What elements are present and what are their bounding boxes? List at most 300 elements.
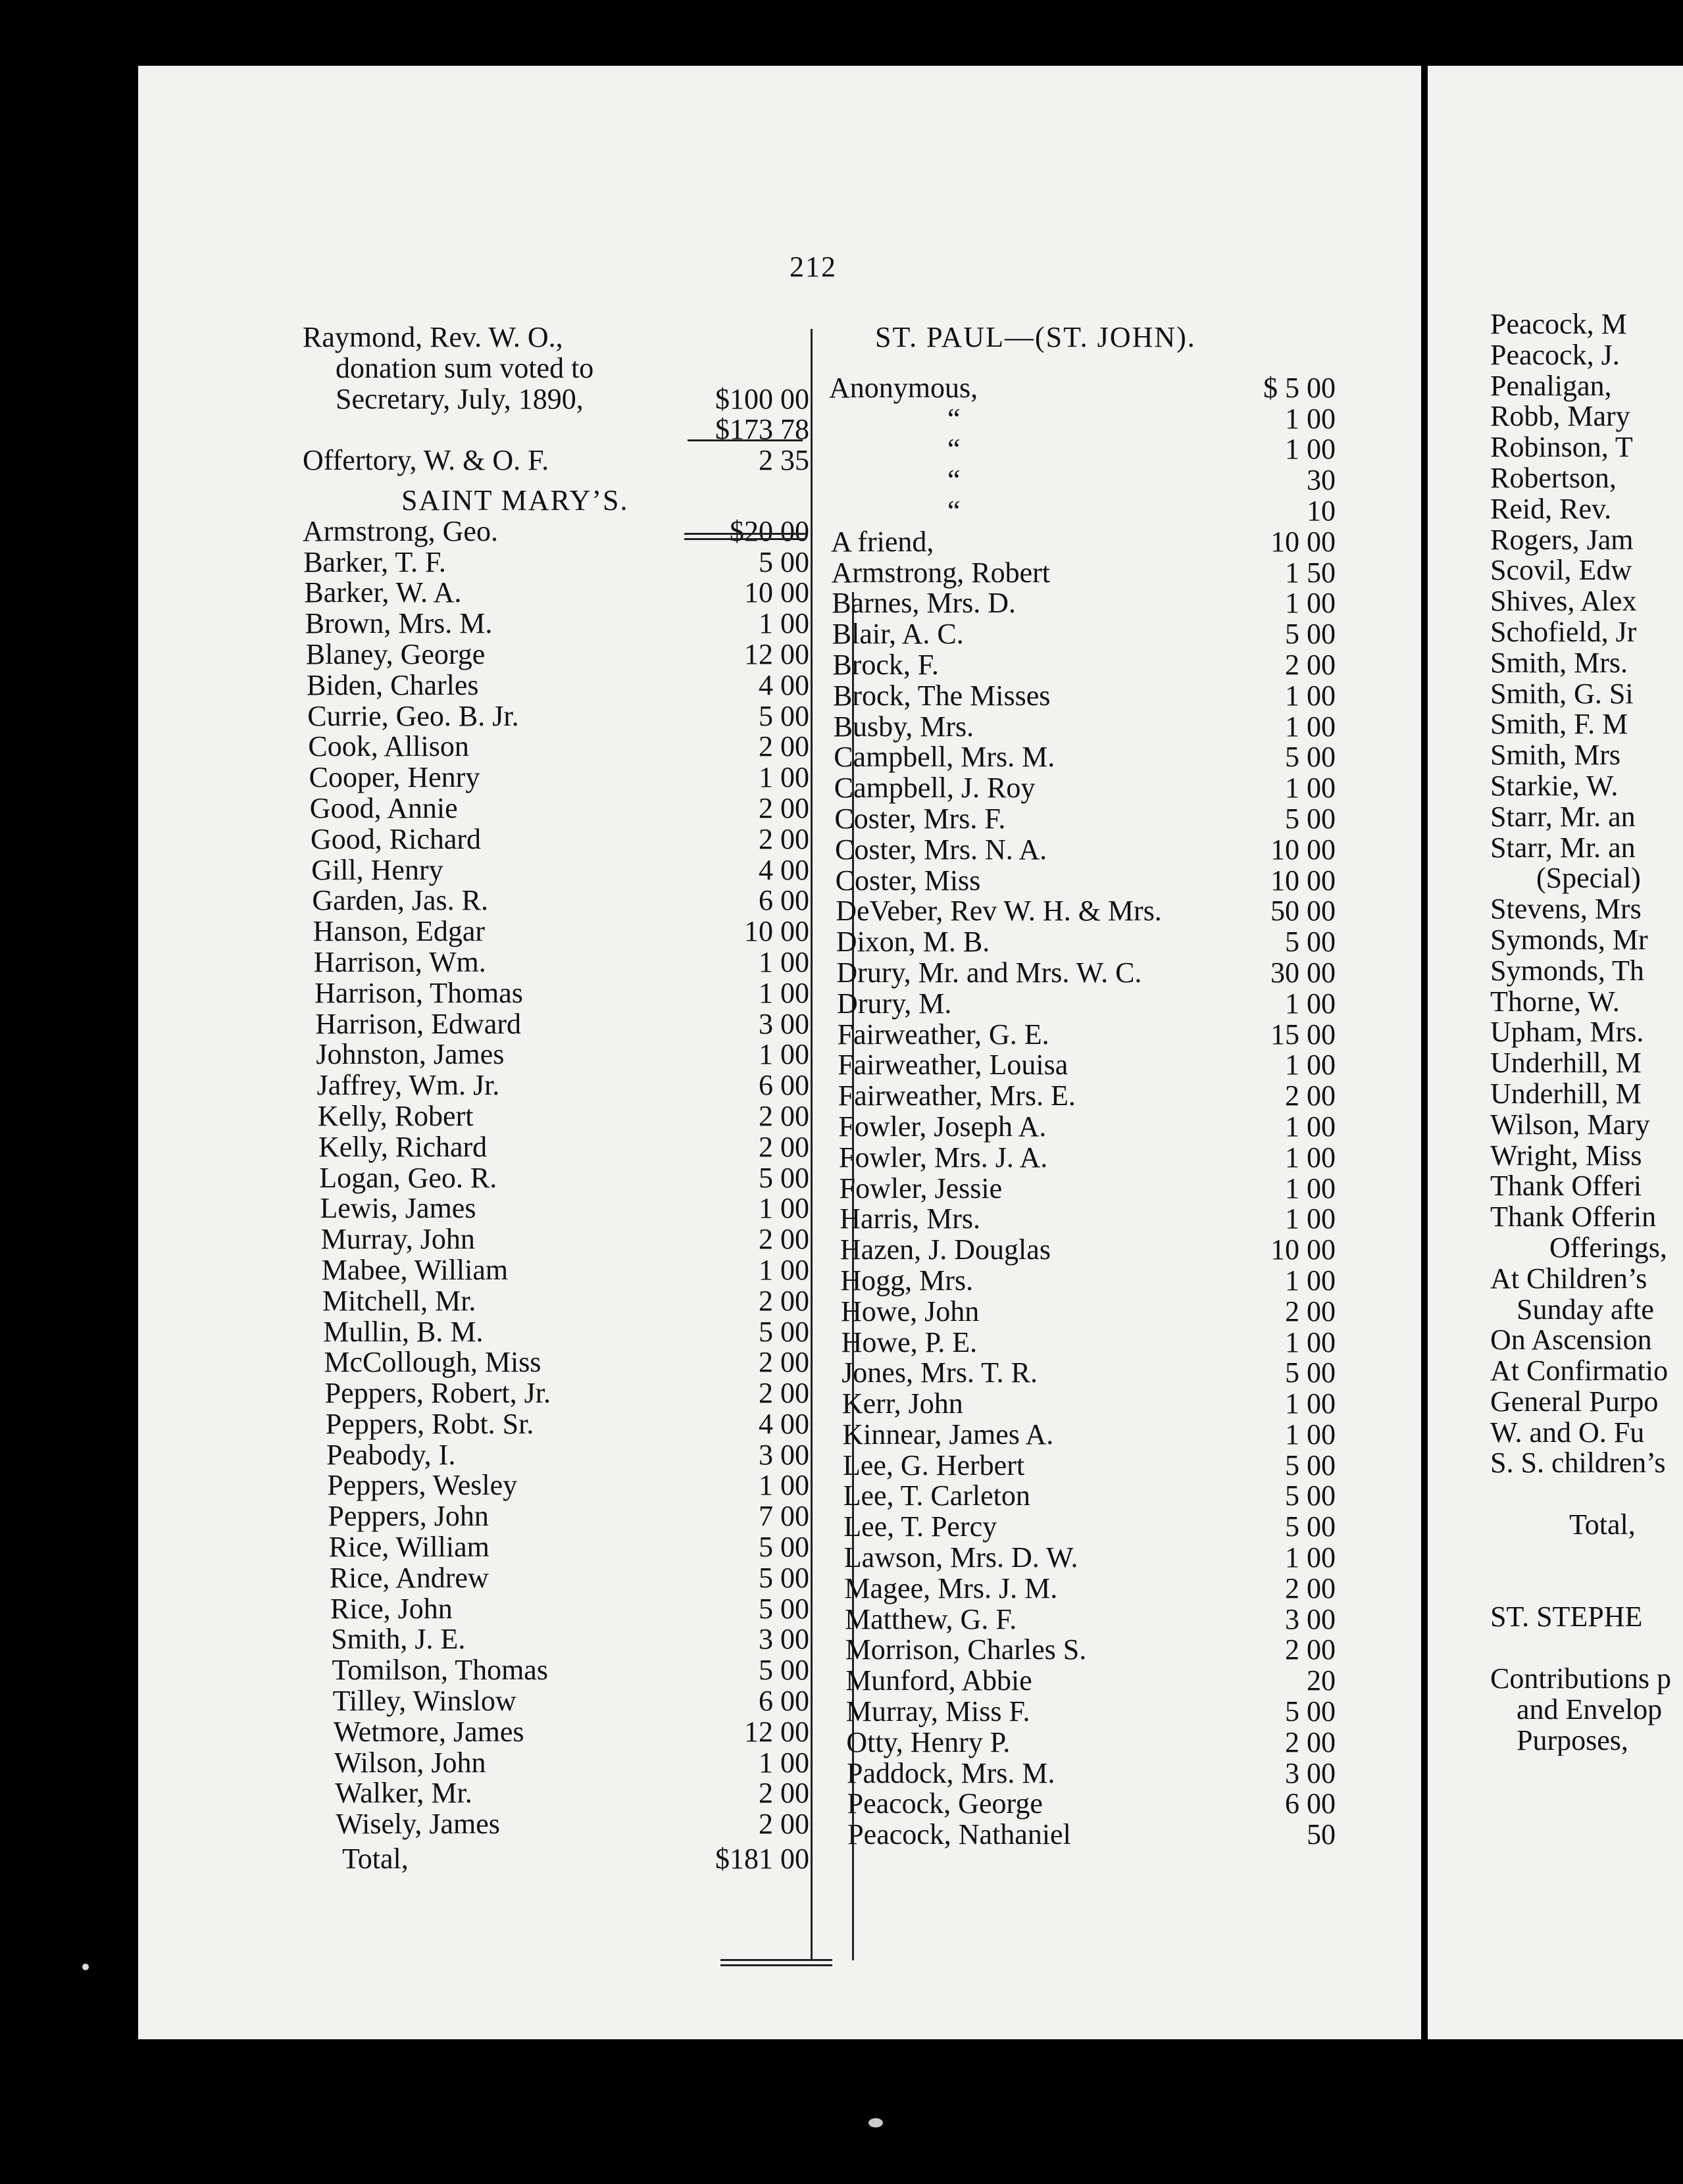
saint-marys-entry — [303, 885, 809, 916]
st-paul-entry-name: Coster, Mrs. F. — [834, 802, 1006, 835]
saint-marys-entry — [303, 1532, 809, 1563]
st-paul-entry-name: Campbell, J. Roy — [834, 772, 1036, 805]
st-paul-entry-name: Jones, Mrs. T. R. — [842, 1356, 1038, 1389]
saint-marys-entry — [303, 1594, 809, 1625]
st-paul-entry-amount: 2 00 — [1285, 1572, 1336, 1604]
continued-line: Symonds, Th — [1490, 954, 1644, 987]
saint-marys-entry-name: Peppers, Robert, Jr. — [324, 1377, 551, 1410]
st-paul-entry-name: Peacock, George — [847, 1787, 1043, 1820]
saint-marys-entry-name: Tomilson, Thomas — [332, 1654, 548, 1687]
saint-marys-entry — [303, 1778, 809, 1809]
st-paul-entry — [822, 1358, 1336, 1389]
saint-marys-entry-amount: 4 00 — [759, 853, 809, 886]
st-paul-entry-amount: 1 00 — [1285, 1110, 1336, 1143]
st-paul-entry-amount: 1 00 — [1285, 587, 1336, 620]
st-paul-entry-name: DeVeber, Rev W. H. & Mrs. — [836, 895, 1162, 928]
continued-line — [1490, 1541, 1683, 1572]
saint-marys-entry — [303, 547, 809, 578]
saint-marys-total-label: Total, — [342, 1843, 409, 1875]
saint-marys-entry-name: Good, Annie — [309, 791, 458, 824]
continued-line: Shives, Alex — [1490, 585, 1637, 618]
st-paul-entry-amount: 10 00 — [1270, 833, 1336, 866]
saint-marys-entry-name: Peppers, Wesley — [327, 1469, 518, 1502]
saint-marys-entry-amount: 2 00 — [759, 1777, 809, 1810]
saint-marys-entry-name: Tilley, Winslow — [332, 1685, 516, 1718]
st-paul-entry-name: Fairweather, G. E. — [837, 1018, 1049, 1051]
subtotal-rule — [688, 439, 803, 441]
saint-marys-entry-name: Mabee, William — [321, 1253, 509, 1286]
continued-line: ST. STEPHE — [1490, 1601, 1643, 1633]
st-paul-entry-name: “ — [947, 402, 961, 435]
offertory-label: Offertory, W. & O. F. — [303, 444, 549, 477]
continued-line: Rogers, Jam — [1490, 523, 1634, 556]
st-paul-entry-amount: 10 00 — [1270, 525, 1336, 558]
saint-marys-entry-name: Good, Richard — [311, 822, 482, 855]
total-double-rule-bottom — [720, 1964, 832, 1966]
st-paul-entry — [822, 1081, 1336, 1112]
saint-marys-entry-amount: 10 00 — [744, 576, 809, 609]
st-paul-entry — [822, 804, 1336, 835]
saint-marys-entry — [303, 1132, 809, 1163]
st-paul-entry-name: Peacock, Nathaniel — [847, 1818, 1071, 1851]
raymond-line-1: Raymond, Rev. W. O., — [303, 321, 563, 353]
st-paul-entry-name: Fowler, Mrs. J. A. — [839, 1141, 1048, 1174]
st-paul-entry-amount: 1 00 — [1285, 1387, 1336, 1420]
saint-marys-entry-name: Wisely, James — [336, 1808, 500, 1841]
saint-marys-entry-name: Gill, Henry — [311, 853, 443, 886]
st-paul-entry-name: Fairweather, Louisa — [838, 1049, 1068, 1081]
st-paul-entry-amount: 6 00 — [1285, 1787, 1336, 1820]
saint-marys-entry-amount: 5 00 — [759, 1161, 809, 1194]
st-paul-entry-amount: 3 00 — [1285, 1756, 1336, 1789]
st-paul-entry-amount: 10 00 — [1270, 1233, 1336, 1266]
st-paul-entry-name: Drury, M. — [837, 987, 952, 1020]
st-paul-entry-name: Hazen, J. Douglas — [840, 1233, 1051, 1266]
saint-marys-entry-name: Harrison, Thomas — [314, 976, 523, 1009]
saint-marys-entry-amount: $20 00 — [730, 514, 809, 547]
saint-marys-entry-name: Currie, Geo. B. Jr. — [307, 699, 519, 732]
offertory-amount: 2 35 — [759, 444, 809, 477]
st-paul-entry-amount: 5 00 — [1285, 741, 1336, 774]
saint-marys-entry-name: Logan, Geo. R. — [319, 1161, 497, 1194]
saint-marys-entry — [303, 1501, 809, 1532]
continued-line: Smith, Mrs — [1490, 739, 1621, 772]
saint-marys-entry — [303, 516, 809, 547]
saint-marys-entry — [303, 578, 809, 608]
saint-marys-entry — [303, 947, 809, 978]
st-paul-entry-amount: 1 00 — [1285, 1203, 1336, 1235]
saint-marys-entry-amount: 2 00 — [759, 1130, 809, 1163]
continued-line: Smith, Mrs. — [1490, 646, 1628, 679]
st-paul-entry-amount: 1 00 — [1285, 1264, 1336, 1297]
continued-line: Sunday afte — [1517, 1293, 1654, 1326]
saint-marys-entry-name: Brown, Mrs. M. — [305, 607, 493, 640]
st-paul-entry — [822, 650, 1336, 681]
saint-marys-entry — [303, 1809, 809, 1840]
saint-marys-entry-name: Cook, Allison — [308, 730, 469, 763]
saint-marys-entry-name: Barker, T. F. — [303, 545, 446, 578]
st-paul-entry — [822, 1574, 1336, 1604]
st-paul-entry — [822, 1666, 1336, 1697]
saint-marys-entry-amount: 2 00 — [759, 822, 809, 855]
saint-marys-entry-name: Blaney, George — [305, 637, 486, 670]
st-paul-entry — [822, 927, 1336, 958]
saint-marys-entry-amount: 12 00 — [744, 637, 809, 670]
continued-line: Reid, Rev. — [1490, 492, 1612, 525]
saint-marys-entry-amount: 5 00 — [759, 545, 809, 578]
saint-marys-entry — [303, 670, 809, 701]
st-paul-entry — [822, 896, 1336, 927]
total-double-rule-top — [720, 1959, 832, 1961]
st-paul-entry-amount: 1 00 — [1285, 1326, 1336, 1358]
st-paul-entry — [822, 1204, 1336, 1235]
st-paul-entry-amount: 30 00 — [1270, 956, 1336, 989]
st-paul-entry-name: “ — [947, 494, 961, 527]
saint-marys-entry-amount: 1 00 — [759, 1746, 809, 1779]
st-paul-entry-amount: 2 00 — [1285, 1080, 1336, 1112]
st-paul-entry-amount: 1 00 — [1285, 1418, 1336, 1451]
continued-line: Starkie, W. — [1490, 769, 1619, 802]
saint-marys-entry-amount: 1 00 — [759, 945, 809, 978]
saint-marys-entry-amount: 1 00 — [759, 1038, 809, 1071]
continued-line — [1490, 1633, 1683, 1664]
st-paul-entry-amount: 1 00 — [1285, 987, 1336, 1020]
st-paul-entry — [822, 835, 1336, 866]
offertory-double-rule-top — [684, 533, 806, 535]
st-paul-entry-amount: 1 00 — [1285, 402, 1336, 435]
st-paul-entry-name: Campbell, Mrs. M. — [834, 741, 1055, 774]
saint-marys-entry-amount: 5 00 — [759, 699, 809, 732]
st-paul-entry — [822, 958, 1336, 989]
st-paul-entry-name: Coster, Mrs. N. A. — [835, 833, 1047, 866]
offertory-double-rule-bottom — [684, 538, 806, 540]
st-paul-entry-amount: 5 00 — [1285, 1479, 1336, 1512]
st-paul-entry — [822, 773, 1336, 804]
st-paul-entry-name: Morrison, Charles S. — [845, 1633, 1087, 1666]
saint-marys-entry-amount: 2 00 — [759, 1099, 809, 1132]
saint-marys-entry-name: Peabody, I. — [326, 1438, 456, 1471]
st-paul-entry-amount: 5 00 — [1285, 926, 1336, 958]
saint-marys-entry — [303, 855, 809, 886]
st-paul-entry-name: Matthew, G. F. — [845, 1602, 1017, 1635]
saint-marys-entry-amount: 7 00 — [759, 1500, 809, 1533]
st-paul-entry-name: Munford, Abbie — [845, 1664, 1032, 1697]
continued-line: Upham, Mrs. — [1490, 1016, 1644, 1049]
saint-marys-entry — [303, 762, 809, 793]
continued-line: Starr, Mr. an — [1490, 831, 1636, 864]
st-paul-entry — [822, 373, 1336, 404]
saint-marys-entry — [303, 1563, 809, 1594]
saint-marys-entry-name: Walker, Mr. — [335, 1777, 472, 1810]
st-paul-column — [822, 322, 1336, 1850]
saint-marys-entry-name: Armstrong, Geo. — [303, 514, 498, 547]
st-paul-entry — [822, 496, 1336, 527]
st-paul-entry — [822, 1420, 1336, 1451]
st-paul-entry-name: Brock, The Misses — [833, 679, 1051, 712]
continued-line: Schofield, Jr — [1490, 615, 1637, 648]
saint-marys-entry-name: Kelly, Robert — [317, 1099, 474, 1132]
st-paul-entry-name: Lawson, Mrs. D. W. — [843, 1541, 1078, 1574]
saint-marys-entry-amount: 3 00 — [759, 1623, 809, 1656]
st-paul-entry-name: Lee, T. Percy — [843, 1510, 997, 1543]
continued-line: Scovil, Edw — [1490, 554, 1632, 587]
st-paul-entry-name: Dixon, M. B. — [836, 926, 990, 958]
st-paul-entry — [822, 712, 1336, 743]
st-paul-entry-amount: 2 00 — [1285, 1725, 1336, 1758]
st-paul-entry — [822, 1328, 1336, 1358]
st-paul-entry — [822, 527, 1336, 558]
saint-marys-entry — [303, 1224, 809, 1255]
saint-marys-entry-amount: 2 00 — [759, 791, 809, 824]
st-paul-entry-name: Armstrong, Robert — [831, 556, 1050, 589]
st-paul-entry-amount: 2 00 — [1285, 1295, 1336, 1328]
st-paul-entry — [822, 1451, 1336, 1481]
continued-line: On Ascension — [1490, 1324, 1652, 1356]
st-paul-entry-amount: 5 00 — [1285, 1356, 1336, 1389]
st-paul-entry-name: Barnes, Mrs. D. — [832, 587, 1017, 620]
raymond-line-2: donation sum voted to — [336, 351, 594, 384]
saint-marys-entry-amount: 5 00 — [759, 1592, 809, 1625]
saint-marys-entry-amount: 5 00 — [759, 1654, 809, 1687]
st-paul-entry-name: Fowler, Joseph A. — [838, 1110, 1047, 1143]
saint-marys-entry-name: Harrison, Edward — [315, 1007, 521, 1040]
saint-marys-entry — [303, 1286, 809, 1317]
saint-marys-entry-amount: 4 00 — [759, 668, 809, 701]
saint-marys-entry — [303, 1101, 809, 1132]
saint-marys-entry-amount: 2 00 — [759, 1346, 809, 1379]
st-paul-entry-name: A friend, — [831, 525, 934, 558]
saint-marys-entry — [303, 1655, 809, 1686]
saint-marys-entry-name: Harrison, Wm. — [313, 945, 486, 978]
continued-line: At Confirmatio — [1490, 1354, 1669, 1387]
st-paul-entry — [822, 1543, 1336, 1574]
continued-line: Starr, Mr. an — [1490, 800, 1636, 833]
saint-marys-entry — [303, 1039, 809, 1070]
st-paul-entry-amount: 1 00 — [1285, 1172, 1336, 1204]
continued-line: Smith, F. M — [1490, 708, 1628, 741]
saint-marys-entry — [303, 1255, 809, 1286]
st-paul-entry-amount: 1 00 — [1285, 1141, 1336, 1174]
st-paul-entry — [822, 1389, 1336, 1420]
saint-marys-entry — [303, 1378, 809, 1409]
scan-speck — [82, 1964, 89, 1970]
saint-marys-entry-name: Hanson, Edgar — [313, 915, 486, 948]
saint-marys-entry-amount: 1 00 — [759, 761, 809, 794]
saint-marys-entry — [303, 1163, 809, 1194]
st-paul-entry-amount: 1 50 — [1285, 556, 1336, 589]
st-paul-entry — [822, 1020, 1336, 1051]
saint-marys-entry-name: Smith, J. E. — [331, 1623, 466, 1656]
saint-marys-entry-name: Mitchell, Mr. — [322, 1284, 476, 1317]
saint-marys-entry-name: Kelly, Richard — [318, 1130, 488, 1163]
saint-marys-entry — [303, 1748, 809, 1779]
st-paul-entry-amount: 1 00 — [1285, 710, 1336, 743]
continued-line: Smith, G. Si — [1490, 677, 1634, 710]
st-paul-entry-amount: 5 00 — [1285, 618, 1336, 651]
st-paul-entry-amount: 30 — [1307, 464, 1336, 497]
saint-marys-entry-name: Wetmore, James — [333, 1715, 524, 1748]
continued-line: S. S. children’s — [1490, 1447, 1666, 1479]
page-number: 212 — [790, 251, 837, 283]
saint-marys-entry — [303, 639, 809, 670]
saint-marys-entry-name: Peppers, John — [328, 1500, 489, 1533]
continued-line — [1490, 1572, 1683, 1602]
saint-marys-entry-name: Garden, Jas. R. — [312, 884, 488, 917]
saint-marys-total-line — [303, 1844, 809, 1875]
continued-line: Robertson, — [1490, 461, 1617, 494]
continued-line: Stevens, Mrs — [1490, 893, 1642, 926]
st-paul-entry — [822, 404, 1336, 435]
st-paul-entry — [822, 588, 1336, 619]
st-paul-entry-amount: 10 00 — [1270, 864, 1336, 897]
st-paul-entry-name: Anonymous, — [829, 371, 978, 404]
st-paul-entry-name: Kinnear, James A. — [842, 1418, 1054, 1451]
continued-line: Total, — [1569, 1508, 1636, 1541]
st-paul-entry-amount: 2 00 — [1285, 1633, 1336, 1666]
st-paul-entry — [822, 1697, 1336, 1727]
saint-marys-entry — [303, 1193, 809, 1224]
continued-line: Wright, Miss — [1490, 1139, 1642, 1172]
continued-line: General Purpo — [1490, 1385, 1659, 1418]
saint-marys-entry-name: Wilson, John — [334, 1746, 486, 1779]
st-paul-entry-amount: 50 00 — [1270, 895, 1336, 928]
st-paul-entry-name: Otty, Henry P. — [846, 1725, 1011, 1758]
st-paul-entry-name: Murray, Miss F. — [845, 1695, 1030, 1728]
st-paul-entry — [822, 1789, 1336, 1820]
st-paul-entry — [822, 619, 1336, 650]
saint-marys-entry-amount: 6 00 — [759, 1685, 809, 1718]
saint-marys-entry — [303, 1624, 809, 1655]
st-paul-entry-amount: 10 — [1307, 494, 1336, 527]
st-paul-entry-amount: 5 00 — [1285, 1510, 1336, 1543]
st-paul-entry-name: Hogg, Mrs. — [840, 1264, 974, 1297]
saint-marys-entry-amount: 2 00 — [759, 1377, 809, 1410]
saint-marys-entry — [303, 1470, 809, 1501]
st-paul-entry-amount: 15 00 — [1270, 1018, 1336, 1051]
continued-line: Thank Offeri — [1490, 1170, 1642, 1203]
st-paul-entry — [822, 1050, 1336, 1081]
saint-marys-entry-amount: 2 00 — [759, 1808, 809, 1841]
saint-marys-entry-amount: 6 00 — [759, 1069, 809, 1102]
saint-marys-entry-name: Cooper, Henry — [309, 761, 480, 794]
saint-marys-entry-amount: 2 00 — [759, 1223, 809, 1256]
st-paul-entry — [822, 866, 1336, 897]
saint-marys-entry — [303, 701, 809, 732]
continued-column — [1490, 309, 1683, 1756]
saint-marys-entry-amount: 5 00 — [759, 1531, 809, 1564]
st-paul-entry-name: “ — [947, 464, 961, 497]
saint-marys-entry-name: Murray, John — [320, 1223, 475, 1256]
st-paul-entry-name: Howe, P. E. — [841, 1326, 978, 1358]
st-paul-entry-amount: 3 00 — [1285, 1602, 1336, 1635]
st-paul-entry-name: Harris, Mrs. — [840, 1203, 981, 1235]
st-paul-entry — [822, 1112, 1336, 1143]
continued-line: Thank Offerin — [1490, 1201, 1657, 1233]
continued-line: Wilson, Mary — [1490, 1108, 1650, 1141]
saint-marys-entry — [303, 916, 809, 947]
continued-line: Peacock, J. — [1490, 338, 1620, 371]
saint-marys-entry — [303, 1686, 809, 1717]
saint-marys-entry-amount: 12 00 — [744, 1715, 809, 1748]
st-paul-entry — [822, 434, 1336, 465]
st-paul-entry — [822, 1266, 1336, 1297]
continued-lines — [1490, 309, 1683, 1756]
st-paul-entry-amount: 2 00 — [1285, 648, 1336, 681]
st-paul-entries — [822, 373, 1336, 1850]
saint-marys-entry — [303, 793, 809, 824]
st-paul-entry-name: “ — [947, 433, 961, 466]
saint-marys-entry-amount: 1 00 — [759, 976, 809, 1009]
raymond-amount: $100 00 — [715, 382, 809, 415]
saint-marys-entry-amount: 10 00 — [744, 915, 809, 948]
st-paul-entry — [822, 1727, 1336, 1758]
st-paul-entry — [822, 465, 1336, 496]
st-paul-entry — [822, 681, 1336, 712]
st-paul-entry-amount: 5 00 — [1285, 1449, 1336, 1481]
st-paul-entry-name: Blair, A. C. — [832, 618, 964, 651]
saint-marys-entry-name: Rice, William — [328, 1531, 490, 1564]
column-divider-left — [811, 329, 813, 1960]
st-paul-entry — [822, 1143, 1336, 1174]
st-paul-title: ST. PAUL—(ST. JOHN). — [875, 321, 1196, 353]
saint-marys-entry-amount: 1 00 — [759, 1192, 809, 1225]
continued-line: W. and O. Fu — [1490, 1416, 1645, 1449]
saint-marys-entry-amount: 5 00 — [759, 1315, 809, 1348]
saint-marys-entries — [303, 516, 809, 1840]
saint-marys-column — [303, 322, 809, 1875]
continued-line: and Envelop — [1517, 1693, 1663, 1725]
saint-marys-entry-amount: 1 00 — [759, 1253, 809, 1286]
continued-line: Robb, Mary — [1490, 400, 1630, 433]
st-paul-entry — [822, 1820, 1336, 1850]
st-paul-entry-amount: 5 00 — [1285, 802, 1336, 835]
subtotal-amount: $173 78 — [715, 413, 809, 446]
saint-marys-entry-amount: 2 00 — [759, 730, 809, 763]
st-paul-entry-amount: 1 00 — [1285, 1541, 1336, 1574]
continued-line: Underhill, M — [1490, 1077, 1642, 1110]
offertory-line — [303, 445, 809, 476]
continued-line: Underhill, M — [1490, 1047, 1642, 1080]
saint-marys-entry-amount: 3 00 — [759, 1007, 809, 1040]
st-paul-entry-amount: 50 — [1307, 1818, 1336, 1851]
st-paul-entry-name: Busby, Mrs. — [833, 710, 974, 743]
saint-marys-entry — [303, 1009, 809, 1040]
saint-marys-entry-name: Peppers, Robt. Sr. — [325, 1407, 534, 1440]
st-paul-entry-name: Magee, Mrs. J. M. — [844, 1572, 1058, 1604]
saint-marys-entry-name: McCollough, Miss — [324, 1346, 541, 1379]
st-paul-entry — [822, 989, 1336, 1020]
continued-line: Robinson, T — [1490, 431, 1633, 464]
st-paul-entry-amount: 5 00 — [1285, 1695, 1336, 1728]
st-paul-entry — [822, 1758, 1336, 1789]
st-paul-entry — [822, 1481, 1336, 1512]
st-paul-entry-amount: 1 00 — [1285, 679, 1336, 712]
saint-marys-entry — [303, 1070, 809, 1101]
saint-marys-entry-name: Mullin, B. M. — [323, 1315, 484, 1348]
st-paul-entry-name: Brock, F. — [832, 648, 939, 681]
saint-marys-entry-name: Rice, Andrew — [329, 1561, 489, 1594]
continued-line — [1490, 1479, 1683, 1510]
saint-marys-entry-name: Rice, John — [330, 1592, 453, 1625]
continued-line: (Special) — [1536, 862, 1641, 895]
st-paul-entry-name: Fairweather, Mrs. E. — [838, 1080, 1076, 1112]
st-paul-entry-name: Paddock, Mrs. M. — [847, 1756, 1055, 1789]
saint-marys-entry-name: Johnston, James — [316, 1038, 505, 1071]
st-paul-entry-amount: 20 — [1307, 1664, 1336, 1697]
saint-marys-entry — [303, 1717, 809, 1748]
saint-marys-entry — [303, 1440, 809, 1471]
saint-marys-entry-name: Jaffrey, Wm. Jr. — [316, 1069, 500, 1102]
